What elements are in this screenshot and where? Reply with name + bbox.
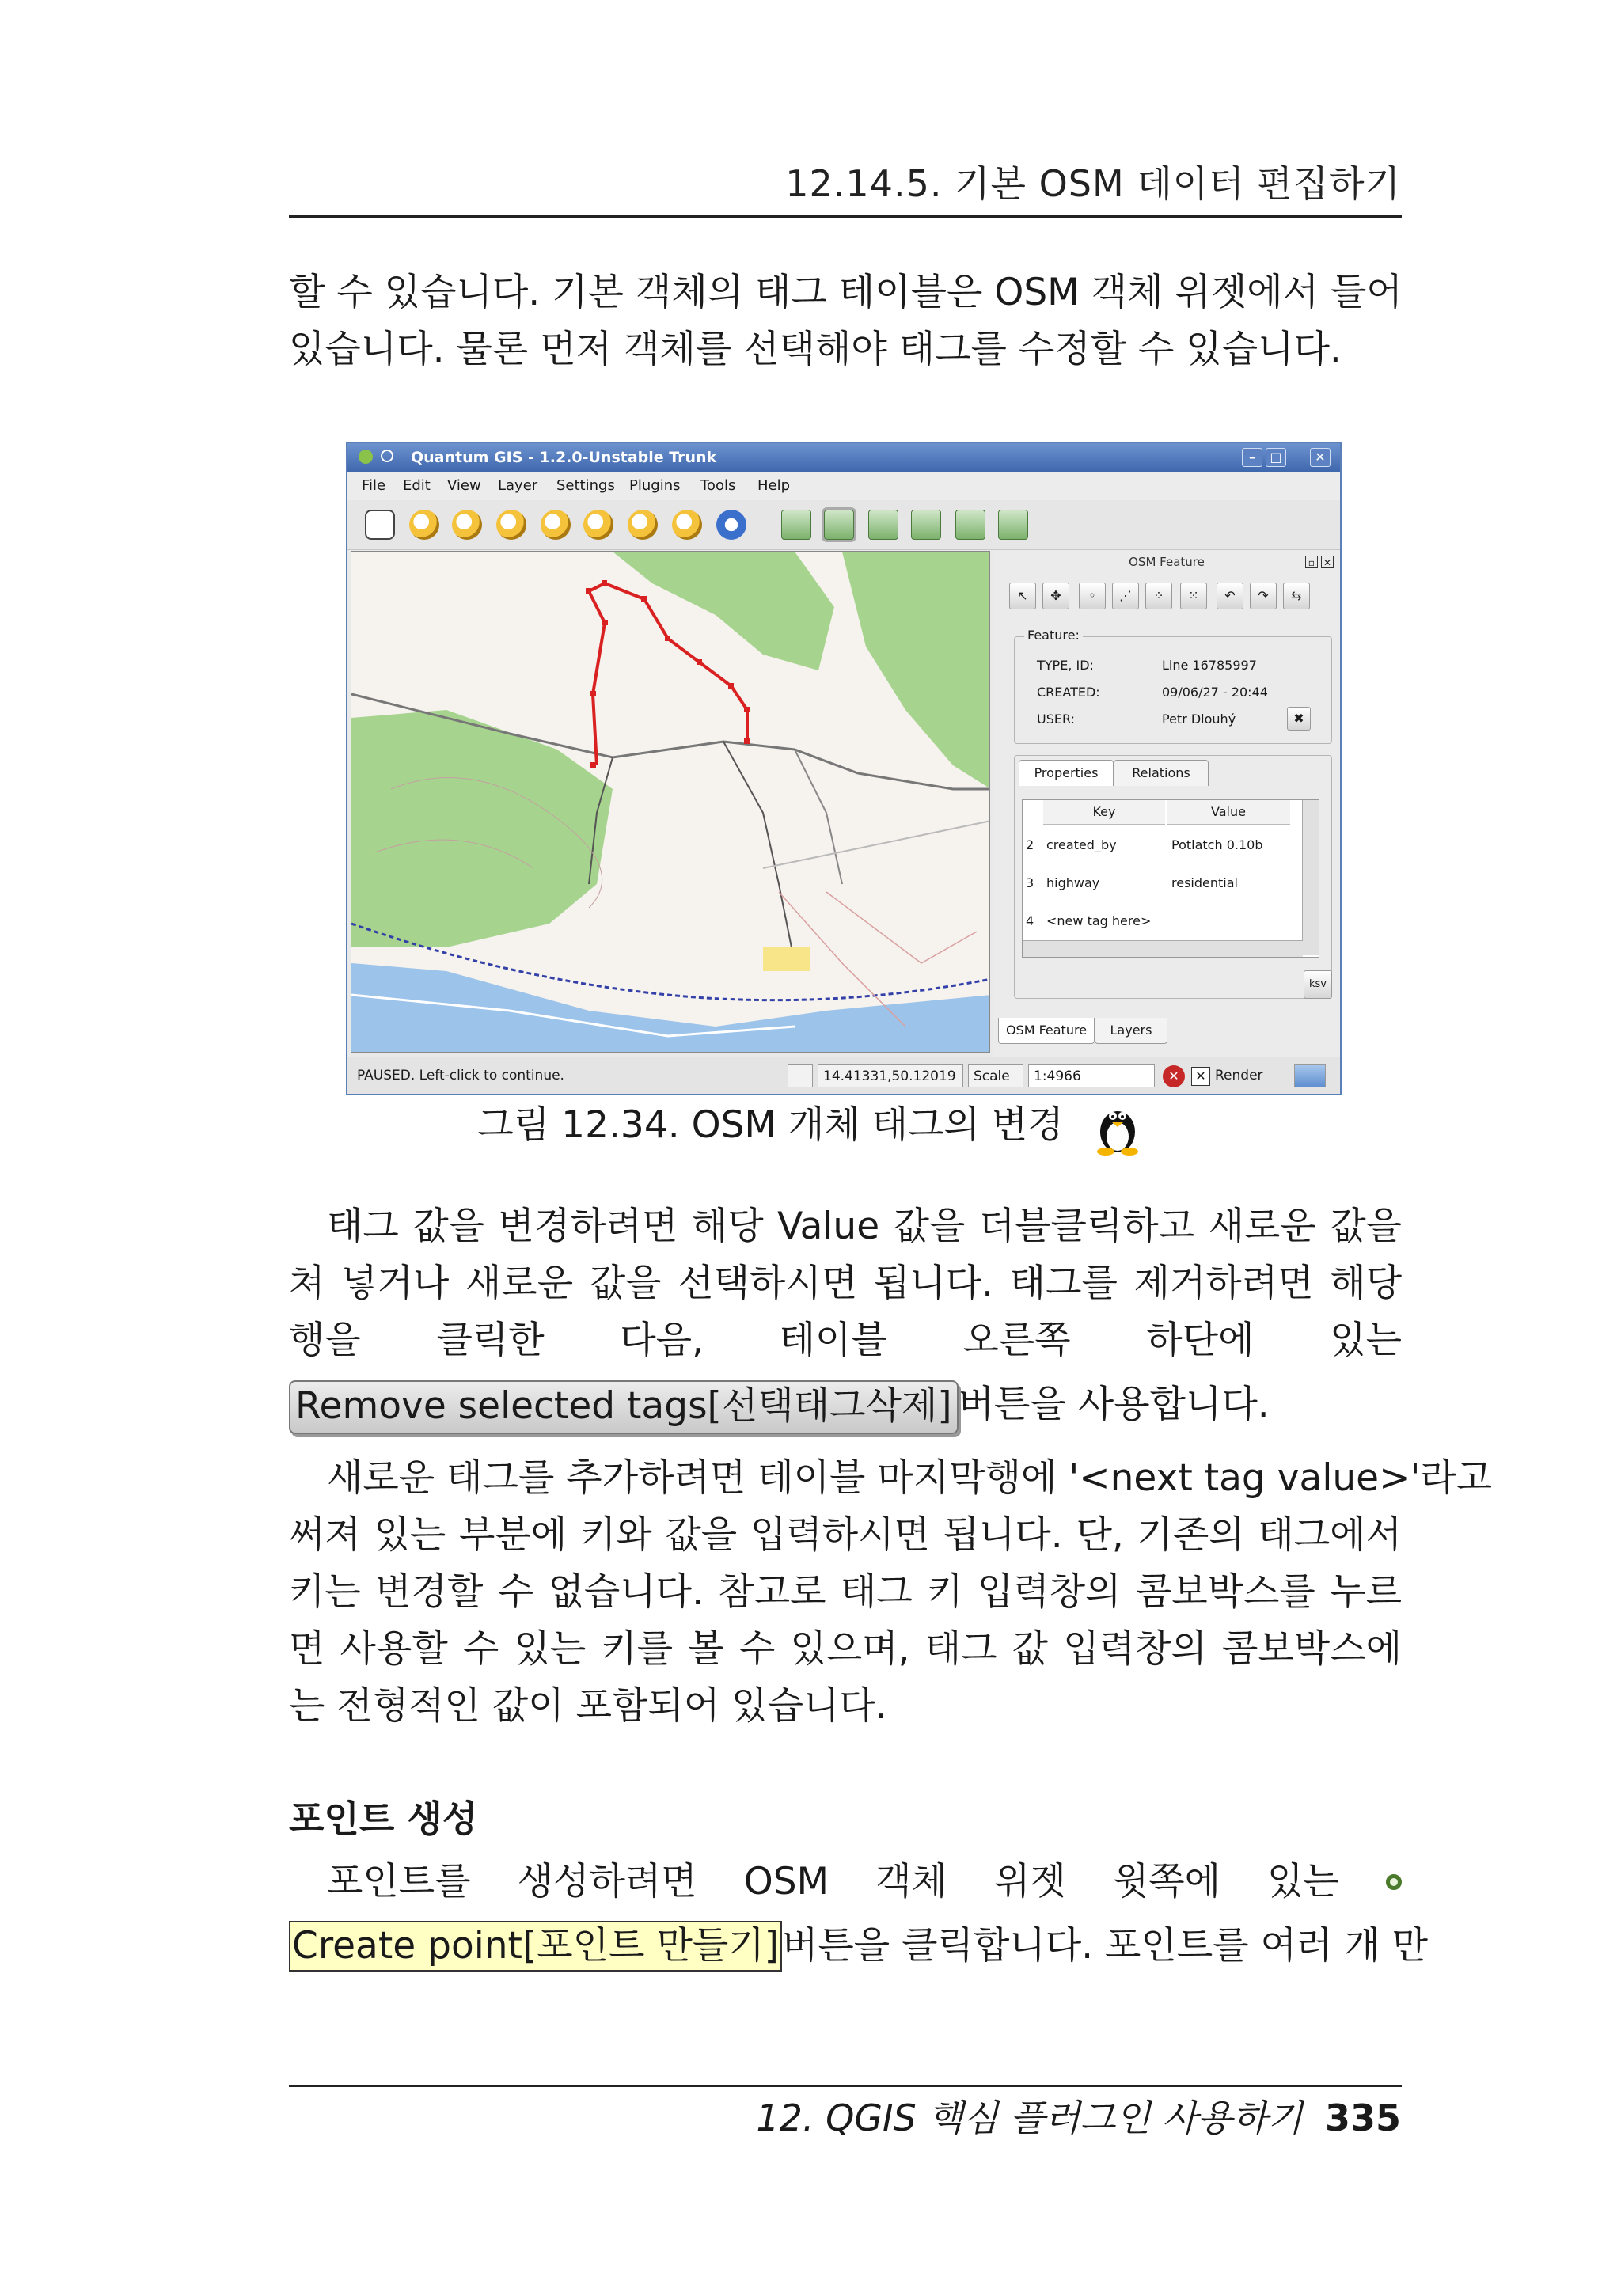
refresh-icon[interactable] [716,510,746,540]
move-icon[interactable]: ✥ [1042,583,1069,609]
tags-table [1022,799,1319,958]
tag-key[interactable]: created_by [1046,837,1117,852]
osm-save-icon[interactable] [998,510,1028,540]
menu-tools[interactable]: Tools [700,477,736,494]
field-label-type-id: TYPE, ID: [1037,658,1094,673]
menu-help[interactable]: Help [757,477,791,494]
para2-line-1: 태그 값을 변경하려면 해당 Value 값을 더블클릭하고 새로운 값을 [327,1205,1402,1248]
word: 윗쪽에 [1112,1860,1221,1903]
word: OSM [743,1860,829,1903]
header-title: 12.14.5. 기본 OSM 데이터 편집하기 [785,162,1401,205]
word: 하단에 [1146,1319,1255,1362]
word: 클릭한 [436,1319,545,1362]
table-hscrollbar[interactable] [1023,940,1303,957]
osm-map [351,552,990,1053]
remove-tags-button[interactable]: ksv [1304,970,1332,999]
yellow-area [763,947,810,971]
minimize-icon[interactable]: – [1242,448,1262,467]
pan-hand-icon[interactable] [365,510,395,540]
qgis-logo-icon [359,450,373,464]
window-title: Quantum GIS - 1.2.0-Unstable Trunk [411,449,717,466]
tab-osm-feature[interactable]: OSM Feature [998,1018,1095,1044]
page-number: 335 [1324,2097,1401,2139]
redo-icon[interactable]: ↷ [1250,583,1277,609]
row-number: 2 [1026,837,1034,852]
word: 생성하려면 [517,1860,697,1903]
osm-feature-dock [993,551,1340,1057]
word: 위젯 [994,1860,1066,1903]
field-label-created: CREATED: [1037,685,1100,700]
paragraph-change-tags [289,1198,1402,1440]
feature-group [1014,628,1332,744]
figure-caption [0,1097,1621,1156]
para3-line-2: 써져 있는 부분에 키와 값을 입력하시면 됩니다. 단, 기존의 태그에서 [289,1513,1402,1557]
coords-toggle-icon[interactable] [788,1064,813,1087]
create-point-button[interactable]: Create point[포인트 만들기] [289,1921,782,1972]
undo-icon[interactable]: ↶ [1217,583,1243,609]
page-footer [756,2089,1401,2146]
para4-after-button: 버튼을 클릭합니다. 포인트를 여러 개 만 [782,1924,1429,1968]
osm-download-icon[interactable] [868,510,898,540]
col-header-key: Key [1043,800,1165,825]
para4-line-1 [289,1854,1402,1911]
word: 객체 [875,1860,947,1903]
menu-plugins[interactable]: Plugins [629,477,681,494]
tab-properties[interactable]: Properties [1019,760,1114,786]
feature-group-title: Feature: [1024,628,1083,643]
zoom-full-icon[interactable] [496,510,526,540]
intro-line-1: 할 수 있습니다. 기본 객체의 태그 테이블은 OSM 객체 위젯에서 들어 [289,271,1403,314]
create-point-icon [1386,1874,1402,1890]
menubar [347,472,1340,500]
paragraph-add-tags [289,1450,1493,1735]
dock-float-icon[interactable]: ▫ [1305,556,1318,568]
render-checkbox[interactable]: ✕ [1191,1067,1210,1086]
word: 행을 [289,1319,361,1362]
zoom-out-icon[interactable] [452,510,482,540]
scale-label: Scale [968,1064,1023,1087]
word: 오른쪽 [962,1319,1071,1362]
tag-key[interactable]: highway [1046,875,1100,890]
word: 다음, [620,1319,704,1362]
history-icon[interactable]: ⇆ [1283,583,1310,609]
menu-settings[interactable]: Settings [556,477,615,494]
footer-chapter: 12. QGIS 핵심 플러그인 사용하기 [756,2097,1303,2139]
statusbar [347,1057,1340,1094]
osm-load-icon[interactable] [781,510,811,540]
window-menu-icon[interactable] [381,450,393,462]
tab-layers[interactable]: Layers [1095,1018,1167,1044]
para2-line-3 [289,1312,1402,1369]
tag-value[interactable]: residential [1171,875,1238,890]
para2-line-2: 쳐 넣거나 새로운 값을 선택하시면 됩니다. 태그를 제거하려면 해당 [289,1262,1402,1305]
para4-line-2 [289,1911,1429,1982]
intro-line-2: 있습니다. 물론 먼저 객체를 선택해야 태그를 수정할 수 있습니다. [289,328,1342,371]
caption-text: 그림 12.34. OSM 개체 태그의 변경 [477,1103,1064,1147]
identify-icon[interactable]: ↖ [1009,583,1036,609]
render-label: Render [1215,1068,1263,1083]
para2-line-4 [289,1369,1402,1440]
osm-edit-tools [1009,583,1332,614]
create-relation-icon[interactable]: ⁙ [1180,583,1207,609]
menu-file[interactable]: File [362,477,386,494]
word: 있는 [1330,1319,1402,1362]
menu-layer[interactable]: Layer [498,477,538,494]
map-toolbar [347,500,1340,550]
intro-paragraph [289,264,1402,378]
dock-title: OSM Feature [1129,555,1205,569]
remove-selected-tags-button[interactable]: Remove selected tags[선택태그삭제] [289,1380,959,1434]
stop-render-icon[interactable]: ✕ [1163,1065,1185,1087]
status-message: PAUSED. Left-click to continue. [357,1068,564,1083]
table-scrollbar[interactable] [1302,800,1319,955]
field-value-created: 09/06/27 - 20:44 [1162,685,1268,700]
coords-field: 14.41331,50.12019 [818,1064,963,1087]
field-label-user: USER: [1037,712,1075,727]
section-heading: 포인트 생성 [289,1797,478,1840]
row-number: 4 [1026,913,1034,928]
zoom-next-icon[interactable] [672,510,702,540]
projection-icon[interactable] [1294,1064,1326,1087]
field-value-type-id: Line 16785997 [1162,658,1257,673]
user-info-icon[interactable]: ✖ [1287,707,1311,731]
paragraph-create-point [289,1854,1429,1982]
tag-value[interactable]: Potlatch 0.10b [1171,837,1263,852]
close-icon[interactable]: ✕ [1310,448,1331,467]
tux-linux-icon [1091,1100,1144,1156]
map-canvas[interactable] [351,551,990,1053]
osm-import-icon[interactable] [955,510,985,540]
word: 있는 [1267,1860,1339,1903]
maximize-icon[interactable]: □ [1266,448,1286,467]
para3-line-5: 는 전형적인 값이 포함되어 있습니다. [289,1684,887,1728]
word: 테이블 [779,1319,887,1362]
osm-feature-info-icon[interactable] [824,510,854,540]
word: 포인트를 [327,1860,471,1903]
zoom-last-icon[interactable] [628,510,658,540]
para2-after-button: 버튼을 사용합니다. [958,1383,1270,1426]
menu-edit[interactable]: Edit [403,477,431,494]
field-value-user: Petr Dlouhý [1162,712,1236,727]
header-rule [289,215,1402,218]
col-header-value: Value [1167,800,1290,825]
tab-relations[interactable]: Relations [1114,760,1209,786]
scale-input[interactable]: 1:4966 [1028,1064,1155,1087]
row-number: 3 [1026,875,1034,890]
menu-view[interactable]: View [447,477,481,494]
footer-rule [289,2085,1402,2087]
create-point-icon[interactable]: ◦ [1079,583,1106,609]
tag-key-new[interactable]: <new tag here> [1046,913,1152,928]
osm-upload-icon[interactable] [911,510,941,540]
para3-line-4: 면 사용할 수 있는 키를 볼 수 있으며, 태그 값 입력창의 콤보박스에 [289,1627,1402,1671]
qgis-screenshot [346,442,1342,1095]
para3-line-3: 키는 변경할 수 없습니다. 참고로 태그 키 입력창의 콤보박스를 누르 [289,1570,1402,1614]
zoom-layer-icon[interactable] [583,510,613,540]
zoom-in-icon[interactable] [409,510,439,540]
create-polygon-icon[interactable]: ⁘ [1145,583,1172,609]
create-line-icon[interactable]: ⋰ [1112,583,1139,609]
dock-close-icon[interactable]: ✕ [1321,556,1334,568]
zoom-selection-icon[interactable] [541,510,571,540]
window-titlebar [347,443,1340,472]
para3-line-1: 새로운 태그를 추가하려면 테이블 마지막행에 '<next tag value>'라고 [327,1456,1493,1500]
